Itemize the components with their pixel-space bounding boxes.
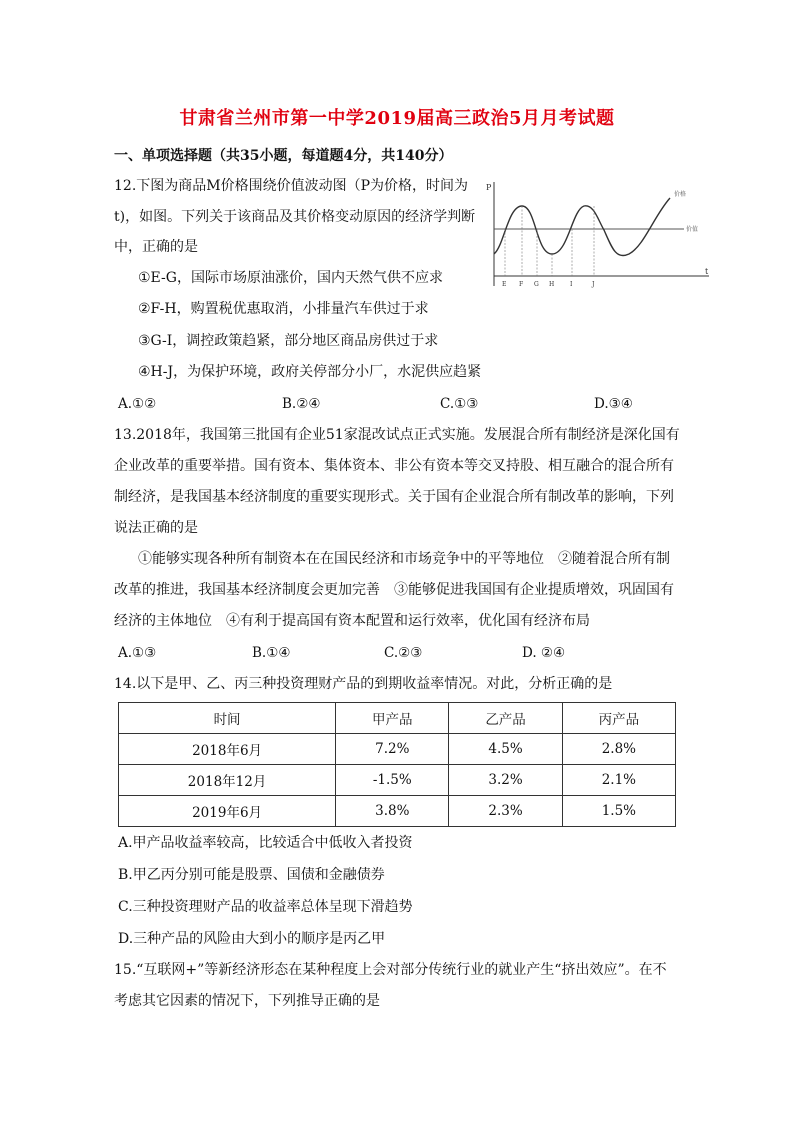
cell-product-c: 2.1% [562, 765, 675, 796]
q13-option-c: C.②③ [384, 645, 423, 661]
price-legend: 价格 [674, 191, 687, 198]
cell-time: 2019年6月 [119, 796, 336, 827]
q14-option-c: C.三种投资理财产品的收益率总体呈现下滑趋势 [118, 899, 413, 915]
q13-option-b: B.①④ [252, 645, 291, 661]
q13-line-2: 企业改革的重要举措。国有资本、集体资本、非公有资本等交叉持股、相互融合的混合所有 [114, 458, 674, 474]
table-row [119, 765, 676, 796]
cell-product-b: 2.3% [449, 796, 562, 827]
table-row [119, 734, 676, 765]
table-row [119, 796, 676, 827]
q14-stem: 14.以下是甲、乙、丙三种投资理财产品的到期收益率情况。对此，分析正确的是 [114, 676, 613, 692]
q12-option-a: A.①② [118, 396, 157, 412]
q12-line-2: t)，如图。下列关于该商品及其价格变动原因的经济学判断 [114, 209, 476, 225]
y-axis-label: P [486, 183, 492, 192]
q12-option-b: B.②④ [282, 396, 321, 412]
cell-product-c: 2.8% [562, 734, 675, 765]
q14-option-b: B.甲乙丙分别可能是股票、国债和金融债券 [118, 867, 385, 883]
q12-item-3: ③G-I，调控政策趋紧，部分地区商品房供过于求 [138, 333, 439, 349]
q13-line-5: ①能够实现各种所有制资本在在国民经济和市场竞争中的平等地位 ②随着混合所有制 [138, 551, 670, 567]
price-value-chart [484, 176, 714, 294]
tick-label-f: F [519, 281, 524, 288]
q14-option-d: D.三种产品的风险由大到小的顺序是丙乙甲 [118, 931, 386, 947]
header-product-b: 乙产品 [449, 703, 562, 734]
cell-product-a: 3.8% [336, 796, 449, 827]
table-header-row [119, 703, 676, 734]
q15-line-1: 15.“互联网+”等新经济形态在某种程度上会对部分传统行业的就业产生“挤出效应”。在不 [114, 962, 667, 978]
q12-line-1: 12.下图为商品M价格围绕价值波动图（P为价格，时间为 [114, 178, 469, 194]
tick-label-h: H [549, 281, 555, 288]
cell-product-b: 3.2% [449, 765, 562, 796]
q13-line-4: 说法正确的是 [114, 520, 198, 536]
cell-product-a: -1.5% [336, 765, 449, 796]
time-markers [505, 206, 594, 276]
cell-product-b: 4.5% [449, 734, 562, 765]
x-axis-label: t [705, 267, 709, 276]
q12-item-2: ②F-H，购置税优惠取消，小排量汽车供过于求 [138, 301, 429, 317]
price-curve [494, 198, 670, 256]
q12-item-4: ④H-J，为保护环境，政府关停部分小厂，水泥供应趋紧 [138, 364, 482, 380]
header-time: 时间 [119, 703, 336, 734]
tick-label-g: G [534, 281, 539, 288]
q12-option-d: D.③④ [594, 396, 633, 412]
cell-time: 2018年6月 [119, 734, 336, 765]
q13-option-a: A.①③ [118, 645, 157, 661]
q12-item-1: ①E-G，国际市场原油涨价，国内天然气供不应求 [138, 270, 443, 286]
cell-product-a: 7.2% [336, 734, 449, 765]
cell-product-c: 1.5% [562, 796, 675, 827]
tick-label-j: J [592, 281, 595, 288]
q12-line-3: 中，正确的是 [114, 239, 198, 255]
q13-line-7: 经济的主体地位 ④有利于提高国有资本配置和运行效率，优化国有经济布局 [114, 613, 590, 629]
tick-label-e: E [502, 281, 507, 288]
header-product-c: 丙产品 [562, 703, 675, 734]
q12-option-c: C.①③ [440, 396, 479, 412]
q15-line-2: 考虑其它因素的情况下，下列推导正确的是 [114, 993, 380, 1009]
q13-option-d: D. ②④ [522, 645, 566, 661]
yield-table [118, 702, 676, 827]
q14-option-a: A.甲产品收益率较高，比较适合中低收入者投资 [118, 835, 413, 851]
q13-line-6: 改革的推进，我国基本经济制度会更加完善 ③能够促进我国国有企业提质增效，巩固国有 [114, 582, 674, 598]
q13-line-1: 13.2018年，我国第三批国有企业51家混改试点正式实施。发展混合所有制经济是深化国有 [114, 427, 680, 443]
cell-time: 2018年12月 [119, 765, 336, 796]
tick-label-i: I [570, 281, 573, 288]
page-title: 甘肃省兰州市第一中学2019届高三政治5月月考试题 [179, 108, 615, 129]
value-legend: 价值 [686, 226, 699, 233]
section-header: 一、单项选择题（共35小题，每道题4分，共140分） [114, 148, 453, 164]
q13-line-3: 制经济，是我国基本经济制度的重要实现形式。关于国有企业混合所有制改革的影响，下列 [114, 489, 674, 505]
header-product-a: 甲产品 [336, 703, 449, 734]
